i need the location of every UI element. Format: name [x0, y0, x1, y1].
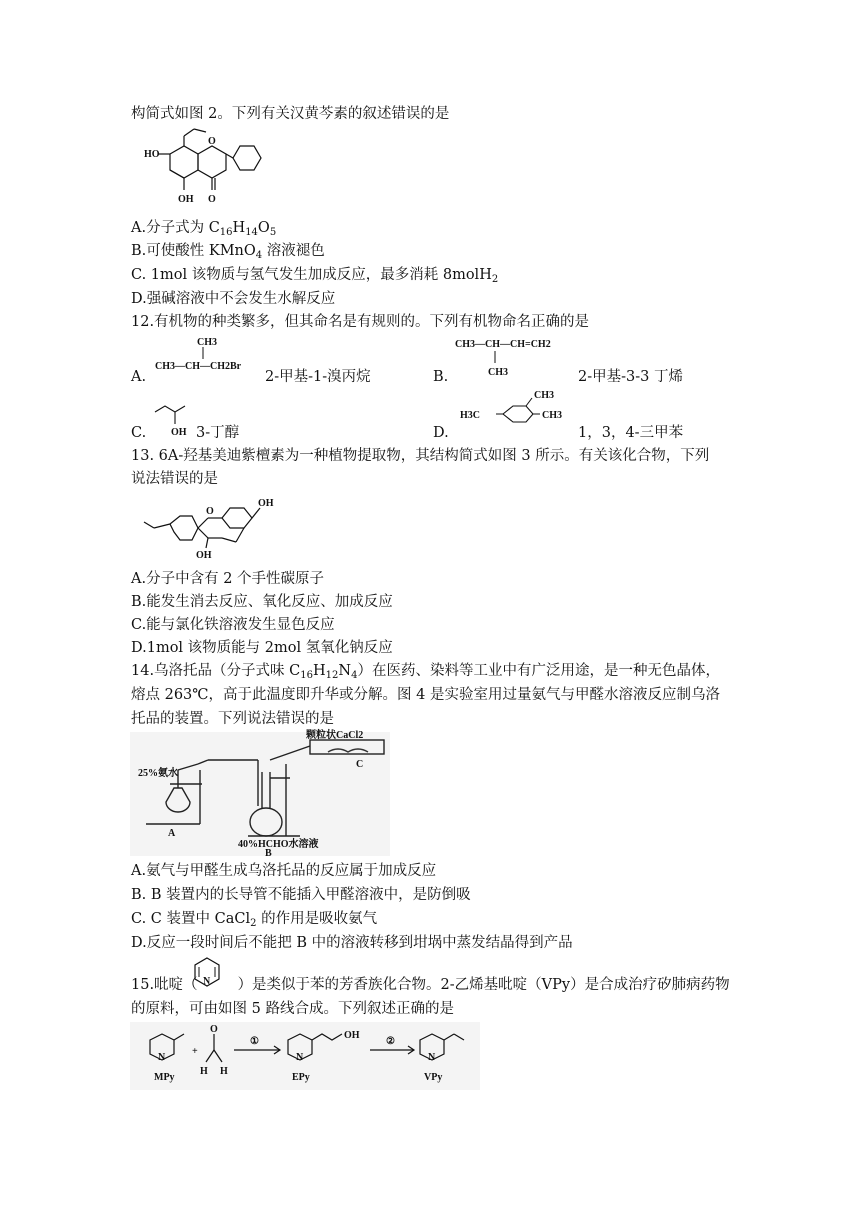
- q12-c-structure: [155, 398, 195, 438]
- q11-option-b: B.可使酸性 KMnO$_4$ 溶液褪色: [131, 243, 325, 261]
- q14-stem-2: 熔点 263℃，高于此温度即升华或分解。图 4 是实验室用过量氨气与甲醛水溶液反应制乌洛: [131, 687, 720, 703]
- svg-text:H: H: [200, 1066, 208, 1077]
- q11-keto-o-label: O: [208, 194, 216, 205]
- q11-stem: 构简式如图 2。下列有关汉黄芩素的叙述错误的是: [131, 106, 450, 122]
- q15-scheme-drawing: [130, 1022, 480, 1090]
- svg-text:CH3: CH3: [488, 367, 508, 378]
- q14-option-c: C. C 装置中 CaCl$_2$ 的作用是吸收氨气: [131, 911, 378, 929]
- q12-b-structure: [455, 335, 585, 381]
- q12-d-name: 1，3，4-三甲苯: [578, 425, 684, 441]
- q15-stem-2: 的原料，可由如图 5 路线合成。下列叙述正确的是: [131, 1001, 454, 1017]
- svg-text:MPy: MPy: [154, 1072, 175, 1083]
- q11-ho-label: HO: [144, 149, 160, 160]
- svg-text:N: N: [203, 976, 211, 987]
- svg-text:CH3: CH3: [197, 337, 217, 348]
- svg-text:B: B: [265, 848, 272, 859]
- q14-option-d: D.反应一段时间后不能把 B 中的溶液转移到坩埚中蒸发结晶得到产品: [131, 935, 573, 951]
- svg-text:H3C: H3C: [460, 410, 480, 421]
- q11-option-a: A.分子式为 $C_{16}H_{14}O_5$: [131, 220, 277, 238]
- q12-d-structure: [460, 386, 575, 442]
- svg-text:N: N: [428, 1052, 436, 1063]
- svg-text:EPy: EPy: [292, 1072, 310, 1083]
- q12-a-letter: A.: [131, 369, 147, 385]
- svg-text:CH3: CH3: [534, 390, 554, 401]
- q13-option-a: A.分子中含有 2 个手性碳原子: [131, 571, 325, 587]
- q13-option-b: B.能发生消去反应、氧化反应、加成反应: [131, 594, 393, 610]
- q15-stem-1: 15.吡啶（ ）是类似于苯的芳香族化合物。2-乙烯基吡啶（VPy）是合成治疗矽肺病药物: [131, 977, 730, 993]
- q13-stem-1: 13. 6A-羟基美迪紫檀素为一种植物提取物，其结构简式如图 3 所示。有关该化合物，下列: [131, 448, 710, 464]
- q12-b-name: 2-甲基-3-3 丁烯: [578, 369, 683, 385]
- q14-stem-1: 14.乌洛托品（分子式味 $C_{16}H_{12}N_4$）在医药、染料等工业中有广泛用途，是一种无色晶体，: [131, 663, 720, 681]
- svg-text:25%氨水: 25%氨水: [138, 768, 178, 779]
- q14-apparatus-drawing: [130, 730, 390, 859]
- q14-stem-3: 托品的装置。下列说法错误的是: [131, 711, 334, 727]
- q13-pterocarpan-structure: [140, 494, 290, 564]
- q15-pyridine-icon: [187, 954, 227, 994]
- svg-text:A: A: [168, 828, 176, 839]
- svg-text:C: C: [356, 759, 364, 770]
- svg-text:OH: OH: [258, 498, 274, 509]
- svg-text:OH: OH: [344, 1030, 360, 1041]
- q13-stem-2: 说法错误的是: [131, 471, 218, 487]
- svg-text:①: ①: [250, 1036, 259, 1047]
- q11-option-d: D.强碱溶液中不会发生水解反应: [131, 291, 336, 307]
- q13-option-c: C.能与氯化铁溶液发生显色反应: [131, 617, 335, 633]
- q11-flavone-structure: [140, 124, 270, 214]
- svg-text:O: O: [210, 1024, 218, 1035]
- svg-text:N: N: [296, 1052, 304, 1063]
- svg-text:②: ②: [386, 1036, 395, 1047]
- svg-text:O: O: [206, 506, 214, 517]
- svg-text:颗粒状CaCl2: 颗粒状CaCl2: [306, 730, 364, 741]
- svg-text:CH3—CH—CH=CH2: CH3—CH—CH=CH2: [455, 339, 551, 350]
- q12-c-letter: C.: [131, 425, 147, 441]
- q11-ring-o-label: O: [208, 136, 216, 147]
- q14-option-b: B. B 装置内的长导管不能插入甲醛溶液中，是防倒吸: [131, 887, 471, 903]
- svg-text:OH: OH: [196, 550, 212, 561]
- svg-text:N: N: [158, 1052, 166, 1063]
- svg-text:OH: OH: [171, 427, 187, 438]
- q11-option-c: C. 1mol 该物质与氢气发生加成反应，最多消耗 8molH$_2$: [131, 267, 499, 285]
- svg-text:+: +: [192, 1046, 198, 1057]
- q12-stem: 12.有机物的种类繁多，但其命名是有规则的。下列有机物命名正确的是: [131, 314, 590, 330]
- q12-c-name: 3-丁醇: [196, 425, 240, 441]
- q12-d-letter: D.: [433, 425, 449, 441]
- q11-oh-label: OH: [178, 194, 194, 205]
- svg-text:40%HCHO水溶液: 40%HCHO水溶液: [238, 839, 319, 850]
- svg-text:VPy: VPy: [424, 1072, 443, 1083]
- q12-a-name: 2-甲基-1-溴丙烷: [265, 369, 371, 385]
- q13-option-d: D.1mol 该物质能与 2mol 氢氧化钠反应: [131, 640, 393, 656]
- q12-a-structure: [155, 335, 265, 381]
- svg-text:H: H: [220, 1066, 228, 1077]
- q12-b-letter: B.: [433, 369, 449, 385]
- svg-text:CH3: CH3: [542, 410, 562, 421]
- svg-text:CH3—CH—CH2Br: CH3—CH—CH2Br: [155, 361, 242, 372]
- q14-option-a: A.氨气与甲醛生成乌洛托品的反应属于加成反应: [131, 863, 437, 879]
